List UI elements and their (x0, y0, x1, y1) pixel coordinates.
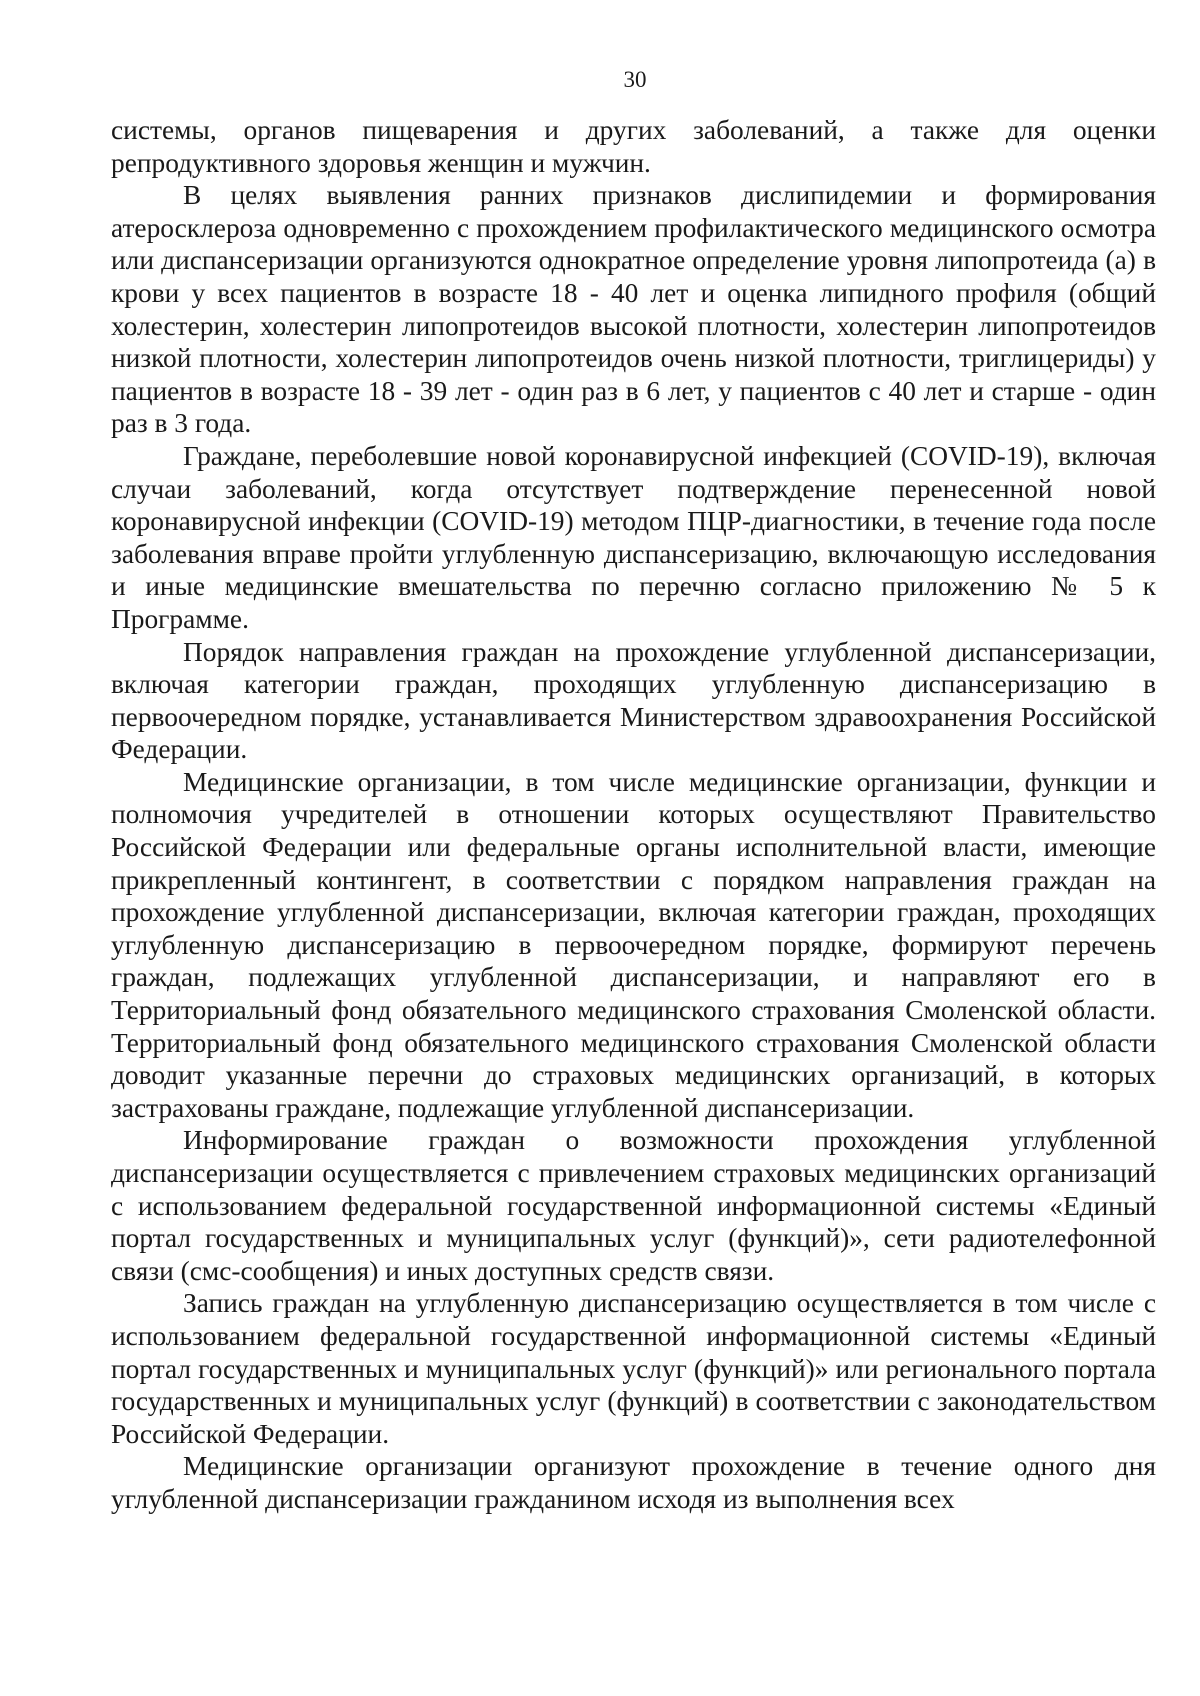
paragraph-5: Медицинские организации, в том числе медицинские организации, функции и полномочия учредителей в отношении которых осуществляют Правительство Российской Федерации или федеральные органы исполнительной власти, имеющие прикрепленный контингент, в соответствии с порядком направления граждан на прохождение углубленной диспансеризации, включая категории граждан, проходящих углубленную диспансеризацию в первоочередном порядке, формируют перечень граждан, подлежащих углубленной диспансеризации, и направляют его в Территориальный фонд обязательного медицинского страхования Смоленской области. Территориальный фонд обязательного медицинского страхования Смоленской области доводит указанные перечни до страховых медицинских организаций, в которых застрахованы граждане, подлежащие углубленной диспансеризации. (111, 766, 1156, 1123)
paragraph-4: Порядок направления граждан на прохождение углубленной диспансеризации, включая категории граждан, проходящих углубленную диспансеризацию в первоочередном порядке, устанавливается Министерством здравоохранения Российской Федерации. (111, 636, 1156, 765)
paragraph-6: Информирование граждан о возможности прохождения углубленной диспансеризации осуществляется с привлечением страховых медицинских организаций с использованием федеральной государственной информационной системы «Единый портал государственных и муниципальных услуг (функций)», сети радиотелефонной связи (смс-сообщения) и иных доступных средств связи. (111, 1125, 1156, 1286)
paragraph-2: В целях выявления ранних признаков дислипидемии и формирования атеросклероза одновременно с прохождением профилактического медицинского осмотра или диспансеризации организуются однократное определение уровня липопротеида (а) в крови у всех пациентов в возрасте 18 - 40 лет и оценка липидного профиля (общий холестерин, холестерин липопротеидов высокой плотности, холестерин липопротеидов низкой плотности, холестерин липопротеидов очень низкой плотности, триглицериды) у пациентов в возрасте 18 - 39 лет - один раз в 6 лет, у пациентов с 40 лет и старше - один раз в 3 года. (111, 180, 1156, 439)
paragraph-3: Граждане, переболевшие новой коронавирусной инфекцией (COVID-19), включая случаи заболеваний, когда отсутствует подтверждение перенесенной новой коронавирусной инфекции (COVID-19) методом ПЦР-диагностики, в течение года после заболевания вправе пройти углубленную диспансеризацию, включающую исследования и иные медицинские вмешательства по перечню согласно приложению № 5 к Программе. (111, 440, 1156, 634)
paragraph-8: Медицинские организации организуют прохождение в течение одного дня углубленной диспансеризации гражданином исходя из выполнения всех (111, 1451, 1156, 1514)
paragraph-7: Запись граждан на углубленную диспансеризацию осуществляется в том числе с использованием федеральной государственной информационной системы «Единый портал государственных и муниципальных услуг (функций)» или регионального портала государственных и муниципальных услуг (функций) в соответствии с законодательством Российской Федерации. (111, 1288, 1156, 1449)
paragraph-1: системы, органов пищеварения и других заболеваний, а также для оценки репродуктивного здоровья женщин и мужчин. (111, 115, 1156, 178)
document-body (111, 114, 1156, 1516)
page-number: 30 (623, 67, 647, 92)
